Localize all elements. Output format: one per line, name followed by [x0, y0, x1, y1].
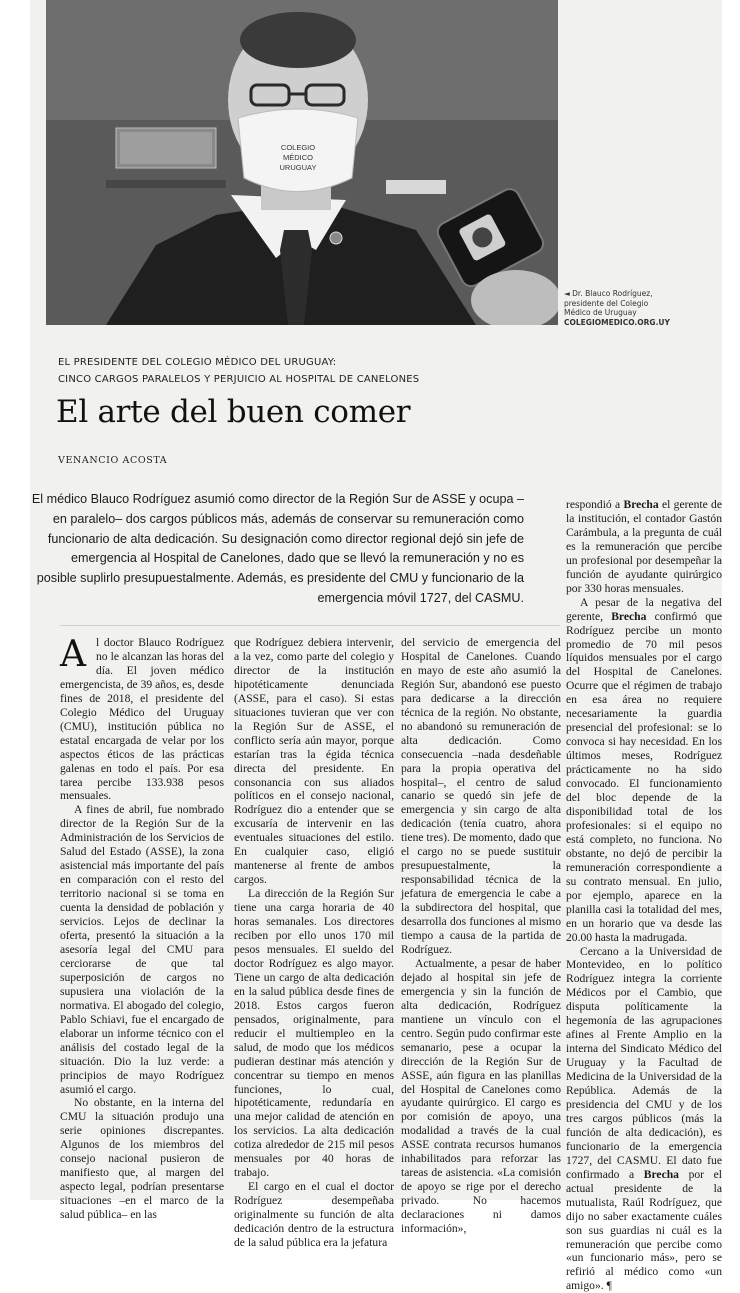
body-column-4: [566, 498, 722, 1293]
paragraph: que Rodríguez debiera intervenir, a la vez, como parte del colegio y director de la institución hipotéticamente denunciada (ASSE, para el caso). Si estas situaciones tuvieran que ver con la Región Sur de ASSE, el conflicto sería aún mayor, porque estarían tras la égida técnica directa del presidente. En consonancia con sus aliados políticos en el consejo nacional, Rodríguez dio a entender que se excusaría de intervenir en las eventuales situaciones del estilo. En cualquier caso, eligió mantenerse al frente de ambos cargos.: [234, 636, 394, 887]
caption-line: Médico de Uruguay: [564, 308, 714, 318]
paragraph: respondió a Brecha el gerente de la institución, el contador Gastón Carámbula, a la pregunta de cuál es la remuneración que percibe un profesional por desempeñar la función de ayudante quirúrgico por 330 horas mensuales.: [566, 498, 722, 596]
paragraph: del servicio de emergencia del Hospital de Canelones. Cuando en mayo de este año asumió la Región Sur, abandonó ese puesto para dedicarse a la dirección técnica de la región. No obstante, no abandonó su remuneración de alta dedicación. Como consecuencia –nada desdeñable para la propia operativa del hospital–, el centro de salud canario se quedó sin jefe de emergencia y sin cargo de alta dedicación (tenía cuatro, ahora tiene tres). De momento, dado que el cargo no se puede sustituir presupuestalmente, la responsabilidad técnica de la jefatura de emergencia le cabe a la subdirectora del hospital, que desarrolla dos funciones al mismo tiempo a causa de la partida de Rodríguez.: [401, 636, 561, 957]
body-column-1: [60, 636, 224, 1222]
paragraph: A pesar de la negativa del gerente, Brecha confirmó que Rodríguez percibe un monto promedio de 70 mil pesos líquidos mensuales por el cargo del Hospital de Canelones. Ocurre que el régimen de trabajo en esa área no requiere necesariamente la guardia presencial del profesional: se lo convoca si hay necesidad. En los últimos meses, Rodríguez prácticamente no ha sido convocado. El funcionamiento del bloc depende de la disponibilidad total de los profesionales: si el equipo no está completo, no funciona. No obstante, no dejó de percibir la remuneración correspondiente a su contrato mensual. En julio, por ejemplo, aparece en la planilla casi la totalidad del mes, en un horario que va desde las 20.00 hasta la madrugada.: [566, 596, 722, 945]
divider: [60, 625, 560, 626]
paragraph: No obstante, en la interna del CMU la situación produjo una serie opiniones discrepantes. Algunos de los miembros del consejo nacional pusieron de manifiesto que, al margen del aspecto legal, podrían presentarse situaciones –en el marco de la salud pública– en las: [60, 1096, 224, 1222]
dropcap: A: [60, 638, 90, 672]
mask-text-3: URUGUAY: [280, 163, 317, 172]
photo-caption: [564, 289, 714, 327]
kicker-line: EL PRESIDENTE DEL COLEGIO MÉDICO DEL URUGUAY:: [58, 354, 718, 371]
kicker-line: CINCO CARGOS PARALELOS Y PERJUICIO AL HOSPITAL DE CANELONES: [58, 371, 718, 388]
paragraph: Cercano a la Universidad de Montevideo, en lo político Rodríguez integra la corriente Médicos por el Cambio, que disputa políticamente la hegemonía de las agrupaciones afines al Frente Amplio en la interna del Sindicato Médico del Uruguay y la Facultad de Medicina de la Universidad de la República. Además de la presidencia del CMU y de los tres cargos públicos (más la función de alta dedicación), es funcionario de la emergencia 1727, del CASMU. El dato fue confirmado a Brecha por el actual presidente de la mutualista, Raúl Rodríguez, que dijo no saber exactamente cuáles son sus guardias ni cuál es la remuneración que percibe como «un funcionario más», pero se refirió al médico como «un amigo». ¶: [566, 945, 722, 1293]
body-column-2: [234, 636, 394, 1250]
paragraph: Actualmente, a pesar de haber dejado al hospital sin jefe de emergencia y sin la función de alta dedicación, Rodríguez mantiene un vínculo con el centro. Según pudo confirmar este semanario, pese a ocupar la dirección de la Región Sur de ASSE, aún figura en las planillas del Hospital de Canelones como ayudante quirúrgico. El cargo es por comisión de apoyo, una modalidad a través de la cual ASSE contrata recursos humanos inhabilitados para reforzar las tareas de asistencia. «La comisión de apoyo se rige por el derecho privado. No hacemos declaraciones ni damos información»,: [401, 957, 561, 1236]
paragraph: La dirección de la Región Sur tiene una carga horaria de 40 horas semanales. Los directores reciben por ello unos 170 mil pesos mensuales. El sueldo del doctor Rodríguez es algo mayor. Tiene un cargo de alta dedicación en la salud pública desde fines de 2018. Estos cargos fueron pensados, originalmente, para reducir el multiempleo en la salud, de modo que los médicos pudieran destinar más atención y concentrar su tiempo en menos funciones, lo cual, hipotéticamente, redundaría en una mejor calidad de atención en los servicios. La alta dedicación cotiza alrededor de 215 mil pesos mensuales por 40 horas de trabajo.: [234, 887, 394, 1180]
article-lead: El médico Blauco Rodríguez asumió como director de la Región Sur de ASSE y ocupa –en paralelo– dos cargos públicos más, además de conservar su remuneración como funcionario de alta dedicación. Su designación como director regional dejó sin jefe de emergencia al Hospital de Canelones, dado que se llevó la remuneración y no es posible suplirlo presupuestalmente. Además, es presidente del CMU y funcionario de la emergencia móvil 1727, del CASMU.: [30, 490, 524, 609]
portrait-illustration: [46, 0, 558, 325]
caption-source: COLEGIOMEDICO.ORG.UY: [564, 318, 714, 328]
caption-line: presidente del Colegio: [564, 299, 714, 309]
paragraph: [60, 636, 224, 803]
paragraph: A fines de abril, fue nombrado director de la Región Sur de la Administración de los Servicios de Salud del Estado (ASSE), la zona asistencial más importante del país en comparación con el resto del territorio nacional si se toma en cuenta la densidad de población y servicios. Lejos de declinar la oferta, presentó la situación a la asesoría legal del CMU para cerciorarse de que tal superposición de cargos no supusiera una violación de la normativa. El abogado del colegio, Pablo Schiavi, fue el encargado de elaborar un informe técnico con el análisis del costado legal de la situación. Dio la luz verde: a principios de mayo Rodríguez asumió el cargo.: [60, 803, 224, 1096]
newspaper-page: [30, 0, 722, 1200]
article-author: VENANCIO ACOSTA: [58, 455, 358, 466]
paragraph: El cargo en el cual el doctor Rodríguez desempeñaba originalmente su función de alta dedicación dentro de la estructura de la salud pública era la jefatura: [234, 1180, 394, 1250]
caption-line: ◄ Dr. Blauco Rodríguez,: [564, 289, 714, 299]
paragraph-text: l doctor Blauco Rodríguez no le alcanzan las horas del día. El joven médico emergencista, de 39 años, es, desde fines de 2018, el presidente del Colegio Médico del Uruguay (CMU), institución pública no estatal encargada de velar por los aspectos éticos de las prácticas galenas en todo el país. Por esa tarea percibe 133.938 pesos mensuales.: [60, 636, 224, 802]
body-column-3: [401, 636, 561, 1236]
mask-text-1: COLEGIO: [281, 143, 315, 152]
article-photo: [46, 0, 558, 325]
mask-text-2: MÉDICO: [283, 153, 313, 162]
article-headline: El arte del buen comer: [56, 392, 716, 432]
article-kicker: [58, 354, 718, 388]
